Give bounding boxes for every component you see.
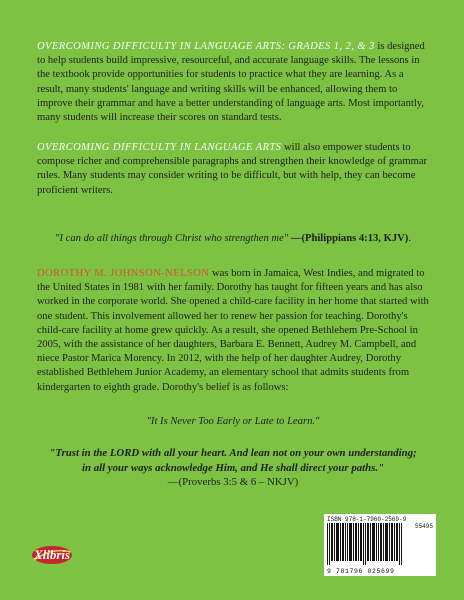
barcode-number: 9 781796 025699 <box>327 568 395 575</box>
author-motto: "It Is Never Too Early or Late to Learn." <box>146 416 320 427</box>
barcode-bars <box>327 523 403 565</box>
author-bio <box>37 267 429 395</box>
quote-reference: —(Proverbs 3:5 & 6 – NKJV) <box>167 476 299 489</box>
book-title: OVERCOMING DIFFICULTY IN LANGUAGE ARTS: GRADES 1, 2, & 3 <box>37 41 375 52</box>
description-paragraph-2 <box>37 141 429 198</box>
quote-text: "Trust in the LORD with all your heart. And lean not on your own understanding; in all your ways acknowledge Him, and He shall direct your paths." <box>49 447 417 474</box>
description-paragraph-1 <box>37 40 429 125</box>
publisher-logo <box>30 543 74 567</box>
quote-end: . <box>408 233 411 244</box>
description-text-1: is designed to help students build impressive, resourceful, and accurate language skills. The lessons in the textbook provide opportunities for students to practice what they are learning. As a result, many students' language and writing skills will be enhanced, allowing them to improve their grammar and have a better understanding of language arts. Most importantly, many students will increase their scores on standard tests. <box>37 41 425 124</box>
price-code: 55495 <box>414 523 433 530</box>
logo-text: Xlibris <box>33 547 71 562</box>
quote-text: "I can do all things through Christ who strengthen me" <box>55 233 289 244</box>
book-title-short: OVERCOMING DIFFICULTY IN LANGUAGE ARTS <box>37 142 282 153</box>
scripture-quote-proverbs <box>48 446 418 490</box>
quote-reference: —(Philippians 4:13, KJV) <box>288 233 409 244</box>
isbn-number: ISBN 978-1-7960-2569-9 <box>327 516 407 523</box>
isbn-barcode <box>324 514 436 576</box>
description-text-2: will also empower students to compose richer and comprehensible paragraphs and strengthen their knowledge of grammar rules. Many students may consider writing to be difficult, but with help, they can become proficient writers. <box>37 142 428 196</box>
author-name: DOROTHY M. JOHNSON-NELSON <box>37 268 210 279</box>
author-bio-text: was born in Jamaica, West Indies, and migrated to the United States in 1981 with her family. Dorothy has taught for fifteen years and has also worked in the corporate world. She opened a child-care facility in her home that started with one student. This involvement allowed her to renew her passion for teaching. Dorothy's child-care facility at home grew quickly. As a result, she opened Bethlehem Pre-School in 2005, with the assistance of her daughters, Barbara E. Bennett, Audrey M. Campbell, and niece Pastor Marica Morency. In 2012, with the help of her daughter Audrey, Dorothy established Bethlehem Junior Academy, an elementary school that admits students from kindergarten to eighth grade. Dorothy's belief is as follows: <box>37 268 429 393</box>
scripture-quote-philippians <box>37 232 429 246</box>
